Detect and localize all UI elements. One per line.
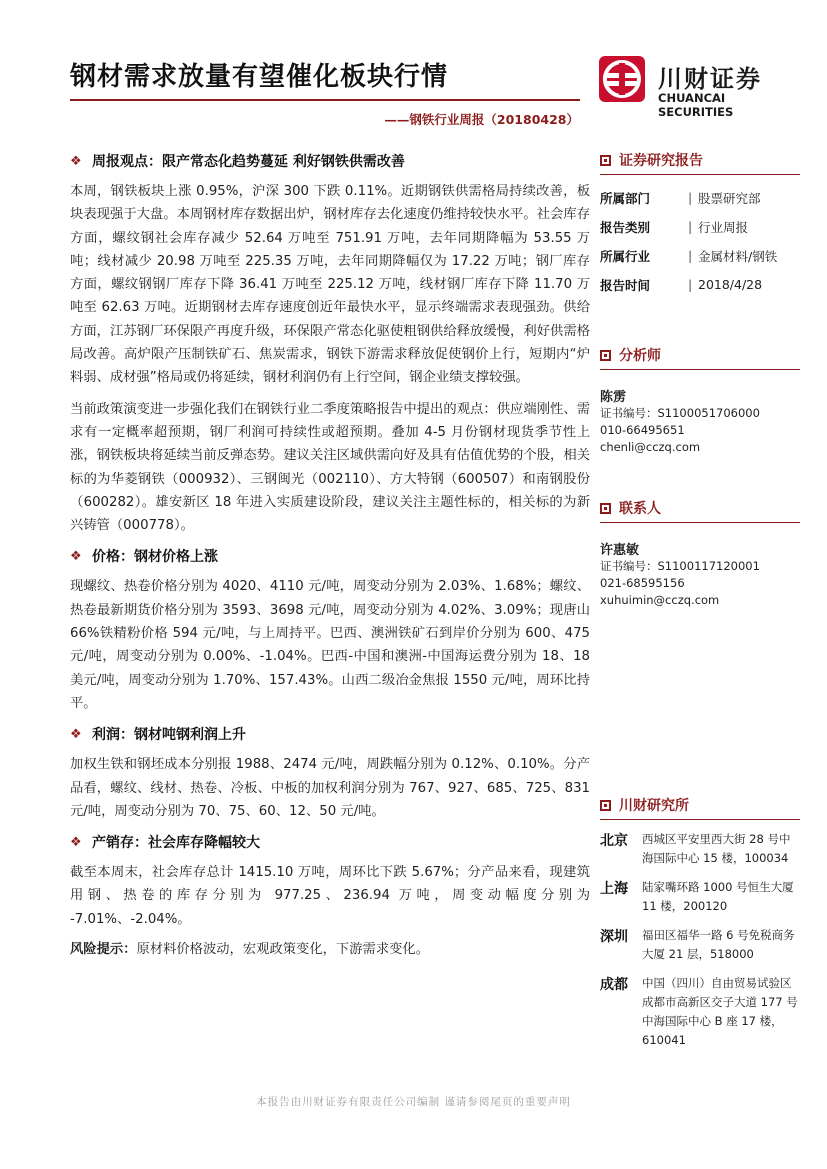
section-title: 价格：钢材价格上涨 (92, 549, 218, 566)
sidebar-heading-text: 联系人 (619, 501, 661, 517)
info-key: 所属部门 (600, 190, 651, 206)
info-value: 金属材料/钢铁 (698, 248, 778, 264)
office-address: 西城区平安里西大街 28 号中海国际中心 15 楼，100034 (642, 832, 791, 865)
sidebar-heading-contact (600, 498, 800, 523)
contact-phone: 021-68595156 (600, 576, 685, 590)
sidebar-heading-institute (600, 795, 800, 820)
risk-text: 原材料价格波动，宏观政策变化，下游需求变化。 (136, 942, 430, 958)
section-title: 产销存：社会库存降幅较大 (92, 835, 260, 852)
analyst-name: 陈雳 (600, 390, 627, 405)
info-key: 所属行业 (600, 248, 651, 264)
info-separator: | (688, 277, 693, 292)
section-heading-price (70, 545, 590, 567)
title-rule (70, 99, 580, 101)
analyst-email[interactable]: chenli@cczq.com (600, 440, 701, 454)
office-list (600, 830, 800, 1050)
contact-email[interactable]: xuhuimin@cczq.com (600, 593, 720, 607)
contact-cert: 证书编号：S1100117120001 (600, 559, 760, 573)
risk-label: 风险提示： (70, 942, 137, 958)
report-title: 钢材需求放量有望催化板块行情 (70, 62, 449, 92)
company-logo (598, 55, 798, 119)
main-content (70, 150, 590, 961)
analyst-cert: 证书编号：S1100051706000 (600, 406, 760, 420)
info-key: 报告类别 (600, 219, 651, 235)
diamond-icon: ❖ (70, 726, 82, 742)
section-title: 利润：钢材吨钢利润上升 (92, 727, 246, 744)
analyst-card (600, 386, 800, 456)
contact-name: 许惠敏 (600, 543, 640, 558)
report-info (600, 183, 800, 299)
section-heading-view (70, 150, 590, 172)
office-city: 深圳 (600, 929, 628, 945)
office-city: 成都 (600, 977, 628, 993)
diamond-icon: ❖ (70, 153, 82, 169)
office-address: 陆家嘴环路 1000 号恒生大厦 11 楼，200120 (642, 880, 794, 913)
info-value: 行业周报 (698, 219, 749, 235)
risk-warning (70, 939, 590, 961)
office-shenzhen (600, 926, 800, 964)
office-address: 福田区福华一路 6 号免税商务大厦 21 层，518000 (642, 928, 795, 961)
info-row-department (600, 183, 800, 212)
info-row-industry (600, 241, 800, 270)
analyst-phone: 010-66495651 (600, 423, 685, 437)
office-city: 北京 (600, 833, 628, 849)
info-separator: | (688, 190, 693, 205)
square-bullet-icon (600, 800, 611, 811)
info-value: 股票研究部 (698, 190, 761, 206)
square-bullet-icon (600, 155, 611, 166)
section-heading-inventory (70, 831, 590, 853)
sidebar-heading-analyst (600, 345, 800, 370)
sidebar-heading-text: 川财研究所 (619, 798, 689, 814)
paragraph: 截至本周末，社会库存总计 1415.10 万吨，周环比下跌 5.67%；分产品来看，现建筑用钢、热卷的库存分别为 977.25、236.94 万吨，周变动幅度分别为 -7.01%、-2.04%。 (70, 865, 590, 927)
diamond-icon: ❖ (70, 548, 82, 564)
sidebar (600, 150, 800, 1050)
sidebar-heading-report (600, 150, 800, 175)
info-separator: | (688, 219, 693, 234)
office-address: 中国（四川）自由贸易试验区成都市高新区交子大道 177 号中海国际中心 B 座 17 楼，610041 (642, 976, 798, 1047)
report-subtitle: ——钢铁行业周报（20180428） (384, 112, 579, 127)
paragraph: 本周，钢铁板块上涨 0.95%，沪深 300 下跌 0.11%。近期钢铁供需格局持续改善，板块表现强于大盘。本周钢材库存数据出炉，钢材库存去化速度仍维持较快水平。社会库存方面，螺纹钢社会库存减少 52.64 万吨至 751.91 万吨，去年同期降幅为 53.55 万吨；线材减少 20.98 万吨至 225.35 万吨，去年同期降幅仅为 17.22 万吨；钢厂库存方面，螺纹钢钢厂库存下降 36.41 万吨至 225.12 万吨，线材钢厂库存下降 11.70 万吨至 62.63 万吨。近期钢材去库存速度创近年最快水平，显示终端需求表现强劲。供给方面，江苏钢厂环保限产再度升级，环保限产常态化驱使粗钢供给释放缓慢，利好供需格局改善。高炉限产压制铁矿石、焦炭需求，钢铁下游需求释放促使钢价上行，短期内“炉料弱、成材强”格局或仍将延续，钢材利润仍有上行空间，钢企业绩支撑较强。 (70, 184, 590, 386)
office-chengdu (600, 974, 800, 1050)
footer-disclaimer: 本报告由川财证券有限责任公司编制 谨请参阅尾页的重要声明 (256, 1096, 571, 1108)
square-bullet-icon (600, 350, 611, 361)
contact-card (600, 539, 800, 609)
sidebar-heading-text: 分析师 (619, 348, 661, 364)
info-row-category (600, 212, 800, 241)
section-title: 周报观点：限产常态化趋势蔓延 利好钢铁供需改善 (92, 154, 405, 170)
diamond-icon: ❖ (70, 834, 82, 850)
info-row-date (600, 270, 800, 299)
info-key: 报告时间 (600, 277, 651, 293)
square-bullet-icon (600, 503, 611, 514)
office-shanghai (600, 878, 800, 916)
chuancai-logo-icon (598, 55, 646, 103)
logo-chinese-name: 川财证券 (658, 65, 762, 93)
info-value: 2018/4/28 (698, 277, 763, 292)
office-city: 上海 (600, 881, 628, 897)
paragraph: 现螺纹、热卷价格分别为 4020、4110 元/吨，周变动分别为 2.03%、1.68%；螺纹、热卷最新期货价格分别为 3593、3698 元/吨，周变动分别为 4.02%、3.09%；现唐山 66%铁精粉价格 594 元/吨，与上周持平。巴西、澳洲铁矿石到岸价分别为 600、475 元/吨，周变动分别为 0.00%、-1.04%。巴西-中国和澳洲-中国海运费分别为 18、18 美元/吨，周变动分别为 1.70%、157.43%。山西二级冶金焦报 1550 元/吨，周环比持平。 (70, 579, 590, 711)
section-heading-profit (70, 723, 590, 745)
info-separator: | (688, 248, 693, 263)
office-beijing (600, 830, 800, 868)
paragraph: 当前政策演变进一步强化我们在钢铁行业二季度策略报告中提出的观点：供应端刚性、需求有一定概率超预期，钢厂利润可持续性或超预期。叠加 4-5 月份钢材现货季节性上涨，钢铁板块将延续当前反弹态势。建议关注区域供需向好及具有估值优势的个股，相关标的为华菱钢铁（000932）、三钢闽光（002110）、方大特钢（600507）和南钢股份（600282）。雄安新区 18 年进入实质建设阶段，建议关注主题性标的，相关标的为新兴铸管（000778）。 (70, 401, 590, 534)
logo-english-name: CHUANCAI SECURITIES (658, 91, 734, 119)
paragraph: 加权生铁和钢坯成本分别报 1988、2474 元/吨，周跌幅分别为 0.12%、0.10%。分产品看，螺纹、线材、热卷、冷板、中板的加权利润分别为 767、927、685、725、831 元/吨，周变动分别为 70、75、60、12、50 元/吨。 (70, 757, 590, 819)
sidebar-heading-text: 证券研究报告 (619, 153, 703, 169)
